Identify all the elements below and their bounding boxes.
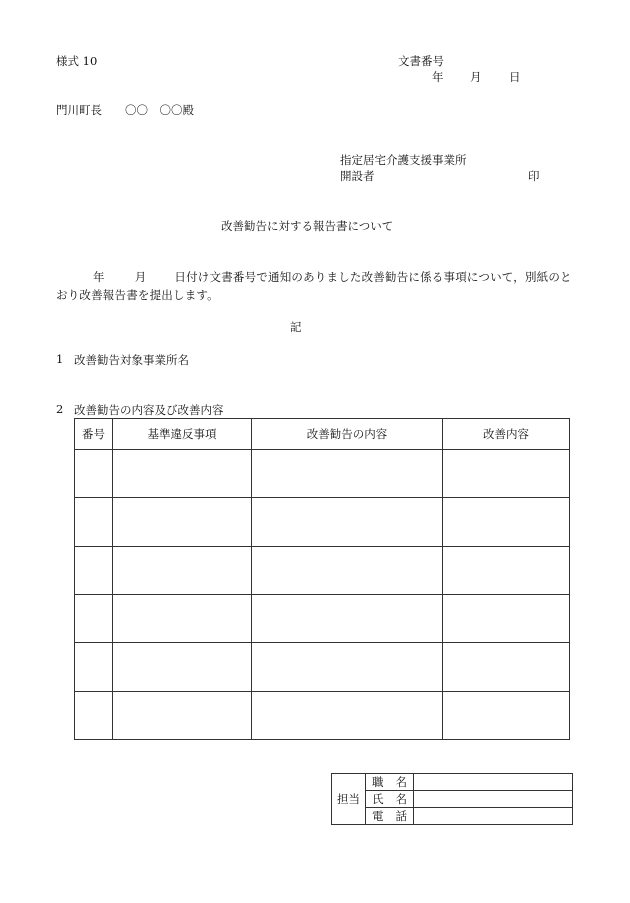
date-year: 年 [432, 70, 444, 84]
section-2-number: 2 [56, 402, 64, 416]
sender-office: 指定居宅介護支援事業所 [340, 153, 467, 167]
cell-recommendation[interactable] [252, 594, 443, 642]
body-paragraph [56, 268, 581, 304]
cell-improvement[interactable] [443, 498, 570, 546]
cell-number[interactable] [75, 546, 113, 594]
section-2-label: 改善勧告の内容及び改善内容 [74, 403, 224, 417]
cell-violation[interactable] [113, 691, 252, 739]
cell-improvement[interactable] [443, 643, 570, 691]
date-month: 月 [470, 70, 482, 84]
section-1-number: 1 [56, 352, 64, 366]
cell-number[interactable] [75, 450, 113, 498]
position-field[interactable] [414, 774, 573, 791]
cell-recommendation[interactable] [252, 498, 443, 546]
tanto-label: 担当 [332, 774, 366, 825]
cell-improvement[interactable] [443, 450, 570, 498]
ki-heading: 記 [290, 320, 302, 334]
table-row [75, 450, 570, 498]
cell-violation[interactable] [113, 594, 252, 642]
table-header-row [75, 419, 570, 450]
cell-violation[interactable] [113, 498, 252, 546]
body-month: 月 [134, 270, 147, 284]
phone-label: 電話 [366, 808, 414, 825]
position-label: 職名 [366, 774, 414, 791]
cell-violation[interactable] [113, 450, 252, 498]
recommendation-table [74, 418, 570, 740]
body-text: 日付け文書番号で通知のありました改善勧告に係る事項について，別紙のとおり改善報告書を提出します。 [56, 270, 572, 302]
cell-recommendation[interactable] [252, 546, 443, 594]
sender-founder: 開設者 [340, 169, 375, 183]
cell-number[interactable] [75, 498, 113, 546]
cell-violation[interactable] [113, 643, 252, 691]
cell-violation[interactable] [113, 546, 252, 594]
date-day: 日 [509, 70, 521, 84]
table-row [75, 691, 570, 739]
name-label: 氏名 [366, 791, 414, 808]
header-violation: 基準違反事項 [113, 419, 252, 450]
section-1-label: 改善勧告対象事業所名 [74, 353, 189, 367]
name-field[interactable] [414, 791, 573, 808]
table-row [75, 498, 570, 546]
body-year: 年 [93, 270, 105, 284]
header-number: 番号 [75, 419, 113, 450]
document-title: 改善勧告に対する報告書について [221, 219, 394, 233]
contact-row-position [332, 774, 573, 791]
header-recommendation: 改善勧告の内容 [252, 419, 443, 450]
cell-improvement[interactable] [443, 691, 570, 739]
form-number: 様式 10 [56, 54, 98, 68]
contact-table [331, 773, 573, 825]
cell-number[interactable] [75, 691, 113, 739]
header-improvement: 改善内容 [443, 419, 570, 450]
table-row [75, 594, 570, 642]
seal-mark: 印 [528, 169, 540, 183]
contact-row-name [332, 791, 573, 808]
cell-recommendation[interactable] [252, 691, 443, 739]
doc-number-label: 文書番号 [398, 54, 444, 68]
contact-row-phone [332, 808, 573, 825]
table-row [75, 546, 570, 594]
cell-improvement[interactable] [443, 546, 570, 594]
cell-number[interactable] [75, 594, 113, 642]
table-row [75, 643, 570, 691]
cell-recommendation[interactable] [252, 643, 443, 691]
cell-recommendation[interactable] [252, 450, 443, 498]
cell-improvement[interactable] [443, 594, 570, 642]
phone-field[interactable] [414, 808, 573, 825]
addressee: 門川町長 〇〇 〇〇殿 [56, 103, 194, 117]
cell-number[interactable] [75, 643, 113, 691]
